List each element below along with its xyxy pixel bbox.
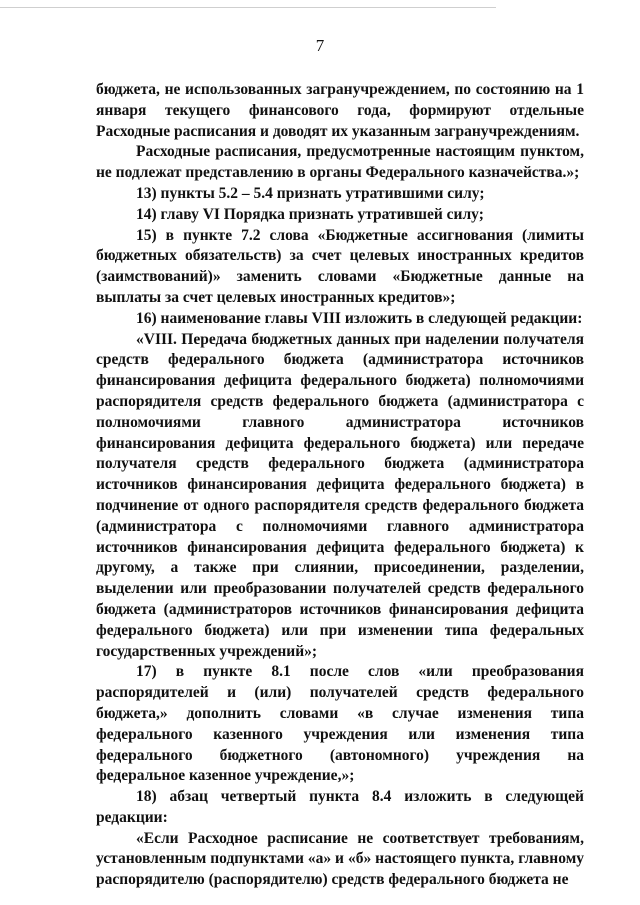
paragraph-quote-start: «Если Расходное расписание не соответствует требованиям, установленным подпунктами «а» и «б» настоящего пункта, главному распорядителю (распорядителю) средств федерального бюджета не — [96, 829, 584, 889]
paragraph-chapter-viii-title: «VIII. Передача бюджетных данных при наделении получателя средств федерального бюджета (администратора источников финансирования дефицита федерального бюджета) полномочиями распорядителя средств федерального бюджета (администратора с полномочиями главного администратора источников финансирования дефицита федерального бюджета) или передаче получателя средств федерального бюджета (администратора источников финансирования дефицита федерального бюджета) в подчинение от одного распорядителя средств федерального бюджета (администратора с полномочиями главного администратора источников финансирования дефицита федерального бюджета) к другому, а также при слиянии, присоединении, разделении, выделении или преобразовании получателей средств федерального бюджета (администраторов источников финансирования дефицита федерального бюджета) или при изменении типа федеральных государственных учреждений»; — [96, 330, 584, 660]
paragraph-item-14: 14) главу VI Порядка признать утратившей силу; — [136, 205, 484, 223]
paragraph-item-17: 17) в пункте 8.1 после слов «или преобразования распорядителей и (или) получателей средств федерального бюджета,» дополнить словами «в случае изменения типа федерального казенного учреждения или изменения типа федерального бюджетного (автономного) учреждения на федеральное казенное учреждение,»; — [96, 663, 584, 785]
paragraph-schedules-note: Расходные расписания, предусмотренные настоящим пунктом, не подлежат представлению в органы Федерального казначейства.»; — [96, 143, 584, 182]
top-divider — [0, 7, 496, 8]
paragraph-item-18: 18) абзац четвертый пункта 8.4 изложить в следующей редакции: — [96, 788, 584, 826]
body-text — [96, 80, 584, 891]
paragraph-item-15: 15) в пункте 7.2 слова «Бюджетные ассигнования (лимиты бюджетных обязательств) за счет целевых иностранных кредитов (заимствований)» заменить словами «Бюджетные данные на выплаты за счет целевых иностранных кредитов»; — [96, 226, 584, 306]
page-number: 7 — [315, 36, 325, 55]
paragraph-continuation: бюджета, не использованных загранучреждением, по состоянию на 1 января текущего финансового года, формируют отдельные Расходные расписания и доводят их указанным загранучреждениям. — [96, 81, 584, 140]
paragraph-item-16: 16) наименование главы VIII изложить в следующей редакции: — [136, 309, 583, 327]
paragraph-item-13: 13) пункты 5.2 – 5.4 признать утратившими силу; — [136, 184, 485, 202]
